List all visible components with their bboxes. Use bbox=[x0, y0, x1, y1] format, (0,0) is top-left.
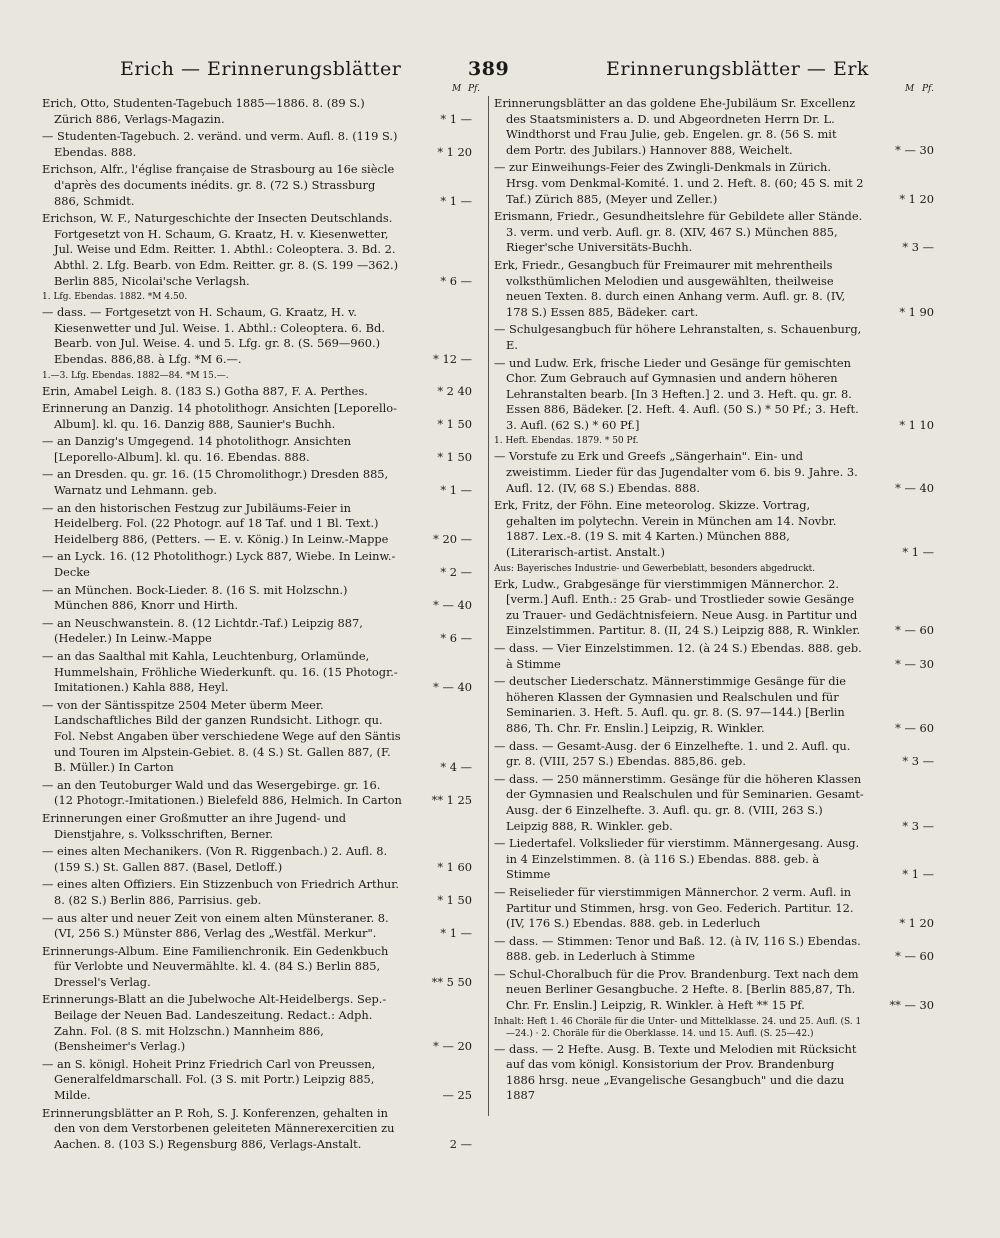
entry-text: — deutscher Liederschatz. Männerstimmige Gesänge für die höheren Klassen der Gymnasien und Realschulen und für Seminarien. 3. Heft. 5. Aufl. qu. gr. 8. (S. 97—144.) [Berlin 886, Th. Chr. Fr. Enslin.] Leipzig, R. Winkler. bbox=[494, 674, 846, 735]
catalog-entry bbox=[42, 698, 472, 776]
entry-price: * 3 — bbox=[902, 754, 934, 769]
entry-text: Inhalt: Heft 1. 46 Choräle für die Unter- und Mittelklasse. 24. und 25. Aufl. (S. 1—24.) · 2. Choräle für die Oberklasse. 14. und 15. Aufl. (S. 25—42.) bbox=[494, 1016, 862, 1039]
entry-price: * 1 — bbox=[440, 926, 472, 941]
entry-price: * 1 20 bbox=[899, 191, 934, 206]
entry-text: — an den historischen Festzug zur Jubiläums-Feier in Heidelberg. Fol. (22 Photogr. auf 18 Taf. und 1 Bl. Text.) Heidelberg 886, (Petters. — E. v. König.) In Leinw.-Mappe bbox=[42, 500, 389, 546]
entry-price: * 3 — bbox=[902, 240, 934, 255]
entry-price: * 12 — bbox=[433, 351, 472, 366]
catalog-entry bbox=[42, 992, 472, 1054]
entry-text: — dass. — Gesamt-Ausg. der 6 Einzelhefte. 1. und 2. Aufl. qu. gr. 8. (VIII, 257 S.) Ebendas. 885,86. geb. bbox=[494, 738, 851, 769]
entry-text: Erinnerungen einer Großmutter an ihre Jugend- und Dienstjahre, s. Volksschriften, Berner. bbox=[42, 810, 347, 841]
catalog-entry bbox=[42, 649, 472, 696]
entry-text: Erichson, W. F., Naturgeschichte der Insecten Deutschlands. Fortgesetzt von H. Schaum, G. Kraatz, H. v. Kiesenwetter, Jul. Weise und Edm. Reitter. 1. Abthl.: Coleoptera. 3. Bd. 2. Abthl. 2. Lfg. Bearb. von Edm. Reitter. gr. 8. (S. 199 —362.) Berlin 885, Nicolai'sche Verlagsh. bbox=[42, 211, 399, 288]
entry-text: — Schulgesangbuch für höhere Lehranstalten, s. Schauenburg, E. bbox=[494, 322, 862, 352]
entry-text: — Vorstufe zu Erk und Greefs „Sängerhain". Ein- und zweistimm. Lieder für das Jugendalter vom 6. bis 9. Jahre. 3. Aufl. 12. (IV, 68 S.) Ebendas. 888. bbox=[494, 449, 858, 495]
entry-text: — dass. — Fortgesetzt von H. Schaum, G. Kraatz, H. v. Kiesenwetter und Jul. Weise. 1. Abthl.: Coleoptera. 6. Bd. Bearb. von Jul. Weise. 4. und 5. Lfg. gr. 8. (S. 569—960.) Ebendas. 886,88. à Lfg. *M 6.—. bbox=[42, 305, 385, 366]
right-column bbox=[494, 96, 934, 1106]
catalog-entry bbox=[494, 356, 934, 434]
catalog-entry bbox=[494, 563, 934, 575]
entry-price: 2 — bbox=[449, 1136, 472, 1151]
entry-text: — dass. — Vier Einzelstimmen. 12. (à 24 S.) Ebendas. 888. geb. à Stimme bbox=[494, 641, 862, 671]
entry-text: — an das Saalthal mit Kahla, Leuchtenburg, Orlamünde, Hummelshain, Fröhliche Wiederkunft. qu. 16. (15 Photogr.-Imitationen.) Kahla 888, Heyl. bbox=[42, 649, 398, 695]
catalog-entry bbox=[494, 96, 934, 158]
catalog-entry bbox=[494, 160, 934, 207]
catalog-entry bbox=[42, 877, 472, 908]
catalog-entry bbox=[42, 384, 472, 400]
entry-text: Erinnerungsblätter an P. Roh, S. J. Konferenzen, gehalten in den von dem Verstorbenen geleiteten Männerexercitien zu Aachen. 8. (103 S.) Regensburg 886, Verlags-Anstalt. bbox=[42, 1105, 395, 1151]
catalog-entry bbox=[42, 1106, 472, 1153]
entry-text: — an Danzig's Umgegend. 14 photolithogr. Ansichten [Leporello-Album]. kl. qu. 16. Ebendas. 888. bbox=[42, 434, 352, 464]
entry-price: * — 60 bbox=[895, 623, 934, 638]
catalog-entry bbox=[42, 162, 472, 209]
entry-text: — dass. — 2 Hefte. Ausg. B. Texte und Melodien mit Rücksicht auf das vom königl. Konsistorium der Prov. Brandenburg 1886 hrsg. neue „Evangelische Gesangbuch" und die dazu 1887 bbox=[494, 1041, 857, 1103]
entry-price: * 1 90 bbox=[899, 304, 934, 319]
entry-price: — 25 bbox=[442, 1088, 472, 1103]
catalog-entry bbox=[494, 498, 934, 560]
entry-price: * 1 — bbox=[902, 867, 934, 882]
catalog-entry bbox=[42, 401, 472, 432]
entry-text: — eines alten Mechanikers. (Von R. Riggenbach.) 2. Aufl. 8. (159 S.) St. Gallen 887. (Basel, Detloff.) bbox=[42, 844, 388, 874]
catalog-entry bbox=[42, 778, 472, 809]
entry-price: * 1 50 bbox=[437, 892, 472, 907]
entry-text: — dass. — 250 männerstimm. Gesänge für die höheren Klassen der Gymnasien und Realschulen und für Seminarien. Gesamt-Ausg. der 6 Einzelhefte. 3. Aufl. qu. gr. 8. (VIII, 263 S.) Leipzig 888, R. Winkler. geb. bbox=[494, 771, 864, 833]
entry-price: * 1 — bbox=[440, 193, 472, 208]
entry-text: — und Ludw. Erk, frische Lieder und Gesänge für gemischten Chor. Zum Gebrauch auf Gymnasien und andern höheren Lehranstalten bearb. [In 3 Heften.] 2. und 3. Heft. qu. gr. 8. Essen 886, Bädeker. [2. Heft. 4. Aufl. (50 S.) * 50 Pf.; 3. Heft. 3. Aufl. (62 S.) * 60 Pf.] bbox=[494, 355, 859, 432]
catalog-entry bbox=[494, 1016, 934, 1040]
catalog-entry bbox=[42, 96, 472, 127]
currency-pf-right: Pf. bbox=[922, 84, 934, 94]
entry-price: * 1 — bbox=[440, 111, 472, 126]
entry-text: Erk, Friedr., Gesangbuch für Freimaurer mit mehrentheils volksthümlichen Melodien und ausgewählten, theilweise neuen Texten. 8. durch einen Anhang verm. Aufl. gr. 8. (IV, 178 S.) Essen 885, Bädeker. cart. bbox=[494, 257, 846, 319]
catalog-entry bbox=[42, 467, 472, 498]
catalog-entry bbox=[494, 836, 934, 883]
entry-price: * — 40 bbox=[895, 480, 934, 495]
entry-price: * — 30 bbox=[895, 142, 934, 157]
entry-price: * 20 — bbox=[433, 531, 472, 546]
entry-text: — Schul-Choralbuch für die Prov. Brandenburg. Text nach dem neuen Berliner Gesangbuche. 2 Hefte. 8. [Berlin 885,87, Th. Chr. Fr. Enslin.] Leipzig, R. Winkler. à Heft ** 15 Pf. bbox=[494, 966, 859, 1013]
entry-text: Erin, Amabel Leigh. 8. (183 S.) Gotha 887, F. A. Perthes. bbox=[42, 383, 368, 398]
column-divider bbox=[488, 96, 489, 1116]
catalog-entry bbox=[494, 772, 934, 834]
entry-text: — Studenten-Tagebuch. 2. veränd. und verm. Aufl. 8. (119 S.) Ebendas. 888. bbox=[42, 129, 398, 159]
entry-price: ** 5 50 bbox=[431, 974, 472, 989]
entry-text: — Reiselieder für vierstimmigen Männerchor. 2 verm. Aufl. in Partitur und Stimmen, hrsg. von Geo. Federich. Partitur. 12. (IV, 176 S.) Ebendas. 888. geb. in Lederluch bbox=[494, 884, 854, 931]
left-column bbox=[42, 96, 472, 1154]
catalog-entry bbox=[494, 577, 934, 639]
catalog-entry bbox=[494, 435, 934, 447]
catalog-entry bbox=[42, 501, 472, 548]
entry-text: — dass. — Stimmen: Tenor und Baß. 12. (à IV, 116 S.) Ebendas. 888. geb. in Lederluch à Stimme bbox=[494, 933, 861, 964]
catalog-entry bbox=[494, 1042, 934, 1104]
entry-text: Erk, Fritz, der Föhn. Eine meteorolog. Skizze. Vortrag, gehalten im polytechn. Verein in München am 14. Novbr. 1887. Lex.-8. (19 S. mit 4 Karten.) München 888, (Literarisch-artist. Anstalt.) bbox=[494, 498, 837, 560]
entry-text: 1. Heft. Ebendas. 1879. * 50 Pf. bbox=[494, 436, 639, 447]
entry-text: Erismann, Friedr., Gesundheitslehre für Gebildete aller Stände. 3. verm. und verb. Aufl. gr. 8. (XIV, 467 S.) München 885, Rieger'sche Universitäts-Buchh. bbox=[494, 209, 863, 255]
catalog-entry bbox=[494, 934, 934, 965]
entry-price: * 2 — bbox=[440, 565, 472, 580]
entry-price: * 1 20 bbox=[437, 144, 472, 159]
catalog-entry bbox=[42, 911, 472, 942]
entry-price: * 3 — bbox=[902, 818, 934, 833]
entry-price: * 1 60 bbox=[437, 859, 472, 874]
entry-price: * 1 — bbox=[440, 483, 472, 498]
currency-mark-right: M bbox=[905, 84, 915, 94]
entry-price: * — 30 bbox=[895, 656, 934, 671]
entry-text: Aus: Bayerisches Industrie- und Gewerbeblatt, besonders abgedruckt. bbox=[494, 563, 816, 574]
entry-text: Erinnerung an Danzig. 14 photolithogr. Ansichten [Leporello-Album]. kl. qu. 16. Danzig 888, Saunier's Buchh. bbox=[42, 401, 397, 431]
entry-price: * — 60 bbox=[895, 720, 934, 735]
entry-text: 1. Lfg. Ebendas. 1882. *M 4.50. bbox=[42, 292, 188, 303]
entry-price: * — 20 bbox=[433, 1039, 472, 1054]
entry-text: — von der Säntisspitze 2504 Meter überm Meer. Landschaftliches Bild der ganzen Rundsicht. Lithogr. qu. Fol. Nebst Angaben über verschiedene Wege auf den Säntis und Touren im Alpstein-Gebiet. 8. (4 S.) St. Gallen 887, (F. B. Müller.) In Carton bbox=[42, 697, 401, 775]
running-head-left: Erich — Erinnerungsblätter bbox=[120, 58, 402, 80]
entry-text: — an München. Bock-Lieder. 8. (16 S. mit Holzschn.) München 886, Knorr und Hirth. bbox=[42, 582, 348, 613]
catalog-entry bbox=[494, 739, 934, 770]
entry-text: — an Lyck. 16. (12 Photolithogr.) Lyck 887, Wiebe. In Leinw.-Decke bbox=[42, 549, 396, 580]
catalog-entry bbox=[42, 1057, 472, 1104]
entry-price: * 2 40 bbox=[437, 383, 472, 398]
entry-price: * 1 50 bbox=[437, 449, 472, 464]
catalog-entry bbox=[42, 616, 472, 647]
entry-price: * — 40 bbox=[433, 680, 472, 695]
catalog-entry bbox=[494, 641, 934, 672]
entry-text: — an Neuschwanstein. 8. (12 Lichtdr.-Taf.) Leipzig 887, (Hedeler.) In Leinw.-Mappe bbox=[42, 615, 363, 646]
entry-text: Erinnerungs-Blatt an die Jubelwoche Alt-Heidelbergs. Sep.-Beilage der Neuen Bad. Landeszeitung. Redact.: Adph. Zahn. Fol. (8 S. mit Holzschn.) Mannheim 886, (Bensheimer's Verlag.) bbox=[42, 992, 387, 1054]
entry-text: Erich, Otto, Studenten-Tagebuch 1885—1886. 8. (89 S.) Zürich 886, Verlags-Magazin. bbox=[42, 96, 365, 126]
entry-price: ** — 30 bbox=[889, 998, 934, 1013]
catalog-entry bbox=[494, 449, 934, 496]
catalog-entry bbox=[42, 944, 472, 991]
entry-text: — an den Teutoburger Wald und das Wesergebirge. gr. 16. (12 Photogr.-Imitationen.) Bielefeld 886, Helmich. In Carton bbox=[42, 777, 402, 808]
entry-text: — zur Einweihungs-Feier des Zwingli-Denkmals in Zürich. Hrsg. vom Denkmal-Komité. 1. und 2. Heft. 8. (60; 45 S. mit 2 Taf.) Zürich 885, (Meyer und Zeller.) bbox=[494, 160, 864, 206]
catalog-entry bbox=[42, 129, 472, 160]
catalog-entry bbox=[42, 370, 472, 382]
entry-price: * 6 — bbox=[440, 273, 472, 288]
entry-text: Erinnerungsblätter an das goldene Ehe-Jubiläum Sr. Excellenz des Staatsministers a. D. und Abgeordneten Herrn Dr. L. Windthorst und Frau Julie, geb. Engelen. gr. 8. (56 S. mit dem Portr. des Jubilars.) Hannover 888, Weichelt. bbox=[494, 96, 856, 157]
entry-price: * — 60 bbox=[895, 949, 934, 964]
catalog-entry bbox=[494, 209, 934, 256]
running-head-right: Erinnerungsblätter — Erk bbox=[606, 58, 869, 80]
entry-price: * 1 — bbox=[902, 545, 934, 560]
catalog-entry bbox=[494, 967, 934, 1014]
catalog-entry bbox=[42, 583, 472, 614]
entry-text: Erk, Ludw., Grabgesänge für vierstimmigen Männerchor. 2. [verm.] Aufl. Enth.: 25 Grab- und Trostlieder sowie Gesänge zu Trauer- und Gedächtnisfeiern. Neue Ausg. in Partitur und Einzelstimmen. Partitur. 8. (II, 24 S.) Leipzig 888, R. Winkler. bbox=[494, 576, 861, 638]
entry-price: * 1 50 bbox=[437, 416, 472, 431]
entry-price: * 4 — bbox=[440, 760, 472, 775]
entry-text: — aus alter und neuer Zeit von einem alten Münsteraner. 8. (VI, 256 S.) Münster 886, Verlag des „Westfäl. Merkur". bbox=[42, 910, 389, 941]
catalog-entry bbox=[494, 322, 934, 353]
catalog-entry bbox=[42, 434, 472, 465]
entry-text: 1.—3. Lfg. Ebendas. 1882—84. *M 15.—. bbox=[42, 370, 229, 381]
catalog-entry bbox=[494, 674, 934, 736]
catalog-entry bbox=[42, 811, 472, 842]
entry-price: * 6 — bbox=[440, 631, 472, 646]
entry-text: Erichson, Alfr., l'église française de Strasbourg au 16e siècle d'après des documents inédits. gr. 8. (72 S.) Strassburg 886, Schmidt. bbox=[42, 162, 395, 208]
catalog-entry bbox=[42, 211, 472, 289]
currency-mark-left: M bbox=[452, 84, 462, 94]
catalog-entry bbox=[494, 258, 934, 320]
currency-pf-left: Pf. bbox=[468, 84, 480, 94]
catalog-entry bbox=[494, 885, 934, 932]
entry-text: — an S. königl. Hoheit Prinz Friedrich Carl von Preussen, Generalfeldmarschall. Fol. (3 S. mit Portr.) Leipzig 885, Milde. bbox=[42, 1056, 376, 1103]
catalog-entry bbox=[42, 291, 472, 303]
entry-price: * 1 10 bbox=[899, 417, 934, 432]
catalog-entry bbox=[42, 305, 472, 367]
entry-price: * — 40 bbox=[433, 598, 472, 613]
entry-text: — Liedertafel. Volkslieder für vierstimm. Männergesang. Ausg. in 4 Einzelstimmen. 8. (à 116 S.) Ebendas. 888. geb. à Stimme bbox=[494, 836, 860, 882]
entry-text: — an Dresden. qu. gr. 16. (15 Chromolithogr.) Dresden 885, Warnatz und Lehmann. geb. bbox=[42, 467, 389, 498]
entry-text: — eines alten Offiziers. Ein Stizzenbuch von Friedrich Arthur. 8. (82 S.) Berlin 886, Parrisius. geb. bbox=[42, 877, 400, 907]
entry-text: Erinnerungs-Album. Eine Familienchronik. Ein Gedenkbuch für Verlobte und Neuvermählte. kl. 4. (84 S.) Berlin 885, Dressel's Verlag. bbox=[42, 943, 389, 989]
page-number: 389 bbox=[468, 58, 510, 80]
catalog-entry bbox=[42, 549, 472, 580]
entry-price: * 1 20 bbox=[899, 916, 934, 931]
entry-price: ** 1 25 bbox=[431, 793, 472, 808]
catalog-entry bbox=[42, 844, 472, 875]
